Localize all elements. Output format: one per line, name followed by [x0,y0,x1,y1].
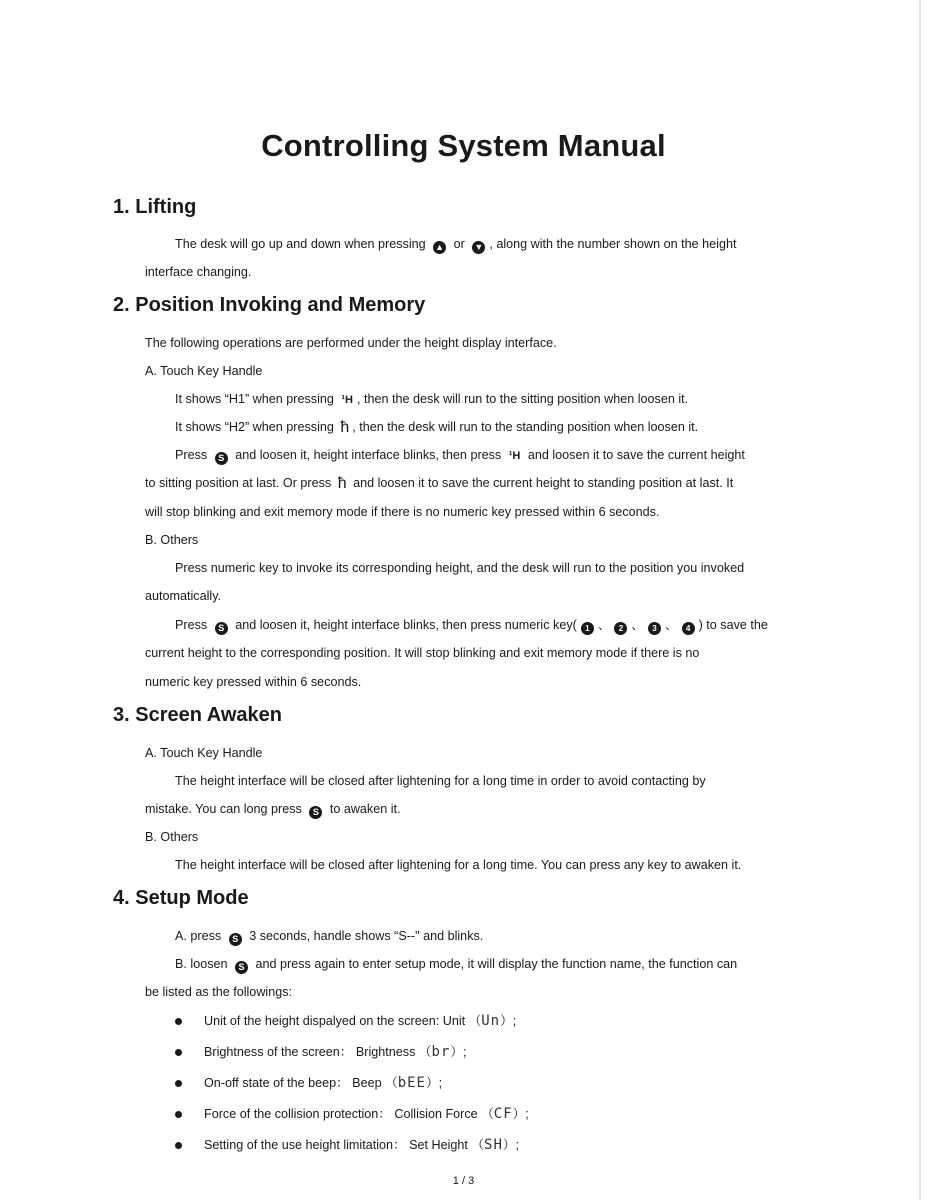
paragraph-line: It shows “H1” when pressing ¹H , then the desk will run to the sitting position when loosen it. [175,392,689,406]
h1-key-icon: ¹H [341,394,353,406]
paragraph-line: A. press S 3 seconds, handle shows “S--" and blinks. [175,929,484,944]
bullet-dot [175,1018,182,1025]
lifting-paragraph-line: The desk will go up and down when pressing ▲ or ▼ , along with the number shown on the height [175,237,737,252]
paragraph-line: to sitting position at last. Or press ħ and loosen it to save the current height to standing position at last. It [145,475,734,492]
list-item: Unit of the height dispalyed on the screen: Unit （Un）; [204,1013,517,1029]
paragraph-line: mistake. You can long press S to awaken it. [145,802,401,817]
h2-key-icon: ħ [337,475,347,492]
bullet-dot [175,1049,182,1056]
paragraph-line: will stop blinking and exit memory mode if there is no numeric key pressed within 6 seconds. [145,505,660,519]
paragraph-line: The height interface will be closed after lightening for a long time in order to avoid contacting by [175,774,706,788]
scan-edge [919,0,921,1200]
display-code: br [431,1044,451,1060]
h1-key-icon: ¹H [508,450,521,462]
bullet-dot [175,1111,182,1118]
paragraph-line: Press S and loosen it, height interface blinks, then press ¹H and loosen it to save the current height [175,448,745,463]
paragraph-line: numeric key pressed within 6 seconds. [145,675,362,689]
subsection-label: A. Touch Key Handle [145,746,263,760]
s-key-icon: S [229,933,242,946]
subsection-label: A. Touch Key Handle [145,364,263,378]
page-number: 1 / 3 [452,1175,475,1187]
number-2-icon: 2 [614,622,627,635]
display-code: CF [493,1106,513,1122]
page-title: Controlling System Manual [261,128,666,163]
paragraph-line: automatically. [145,589,222,603]
bullet-dot [175,1080,182,1087]
down-arrow-icon: ▼ [472,241,485,254]
number-4-icon: 4 [682,622,695,635]
subsection-label: B. Others [145,533,199,547]
s-key-icon: S [309,806,322,819]
s-key-icon: S [215,622,228,635]
display-code: SH [484,1137,503,1153]
number-3-icon: 3 [648,622,661,635]
section-heading-screen-awaken: 3. Screen Awaken [113,704,282,726]
paragraph-line: B. loosen S and press again to enter setup mode, it will display the function name, the function can [175,957,738,972]
s-key-icon: S [235,961,248,974]
bullet-dot [175,1142,182,1149]
up-arrow-icon: ▲ [433,241,446,254]
number-1-icon: 1 [581,622,594,635]
paragraph-line: Press numeric key to invoke its corresponding height, and the desk will run to the position you invoked [175,561,745,575]
list-item: Brightness of the screen： Brightness （br）; [204,1044,467,1060]
h2-key-icon: ħ [340,419,350,436]
lifting-paragraph-line: interface changing. [145,265,252,279]
paragraph-line: current height to the corresponding position. It will stop blinking and exit memory mode if there is no [145,646,700,660]
s-key-icon: S [215,452,228,465]
section-heading-lifting: 1. Lifting [113,196,197,218]
section-heading-position: 2. Position Invoking and Memory [113,294,426,316]
list-item: Force of the collision protection： Collision Force （CF）; [204,1106,529,1122]
section-heading-setup-mode: 4. Setup Mode [113,887,249,909]
subsection-label: B. Others [145,830,199,844]
list-item: Setting of the use height limitation： Set Height （SH）; [204,1137,519,1153]
display-code: Un [481,1013,501,1029]
display-code: bEE [397,1075,426,1091]
paragraph-line: Press S and loosen it, height interface blinks, then press numeric key( 1 、 2 、 3 、 4 ) to save the [175,618,768,633]
list-item: On-off state of the beep： Beep （bEE）; [204,1075,443,1091]
paragraph-line: The height interface will be closed after lightening for a long time. You can press any key to awaken it. [175,858,742,872]
section-intro: The following operations are performed under the height display interface. [145,336,557,350]
paragraph-line: be listed as the followings: [145,985,293,999]
paragraph-line: It shows “H2” when pressing ħ , then the desk will run to the standing position when loosen it. [175,419,699,436]
